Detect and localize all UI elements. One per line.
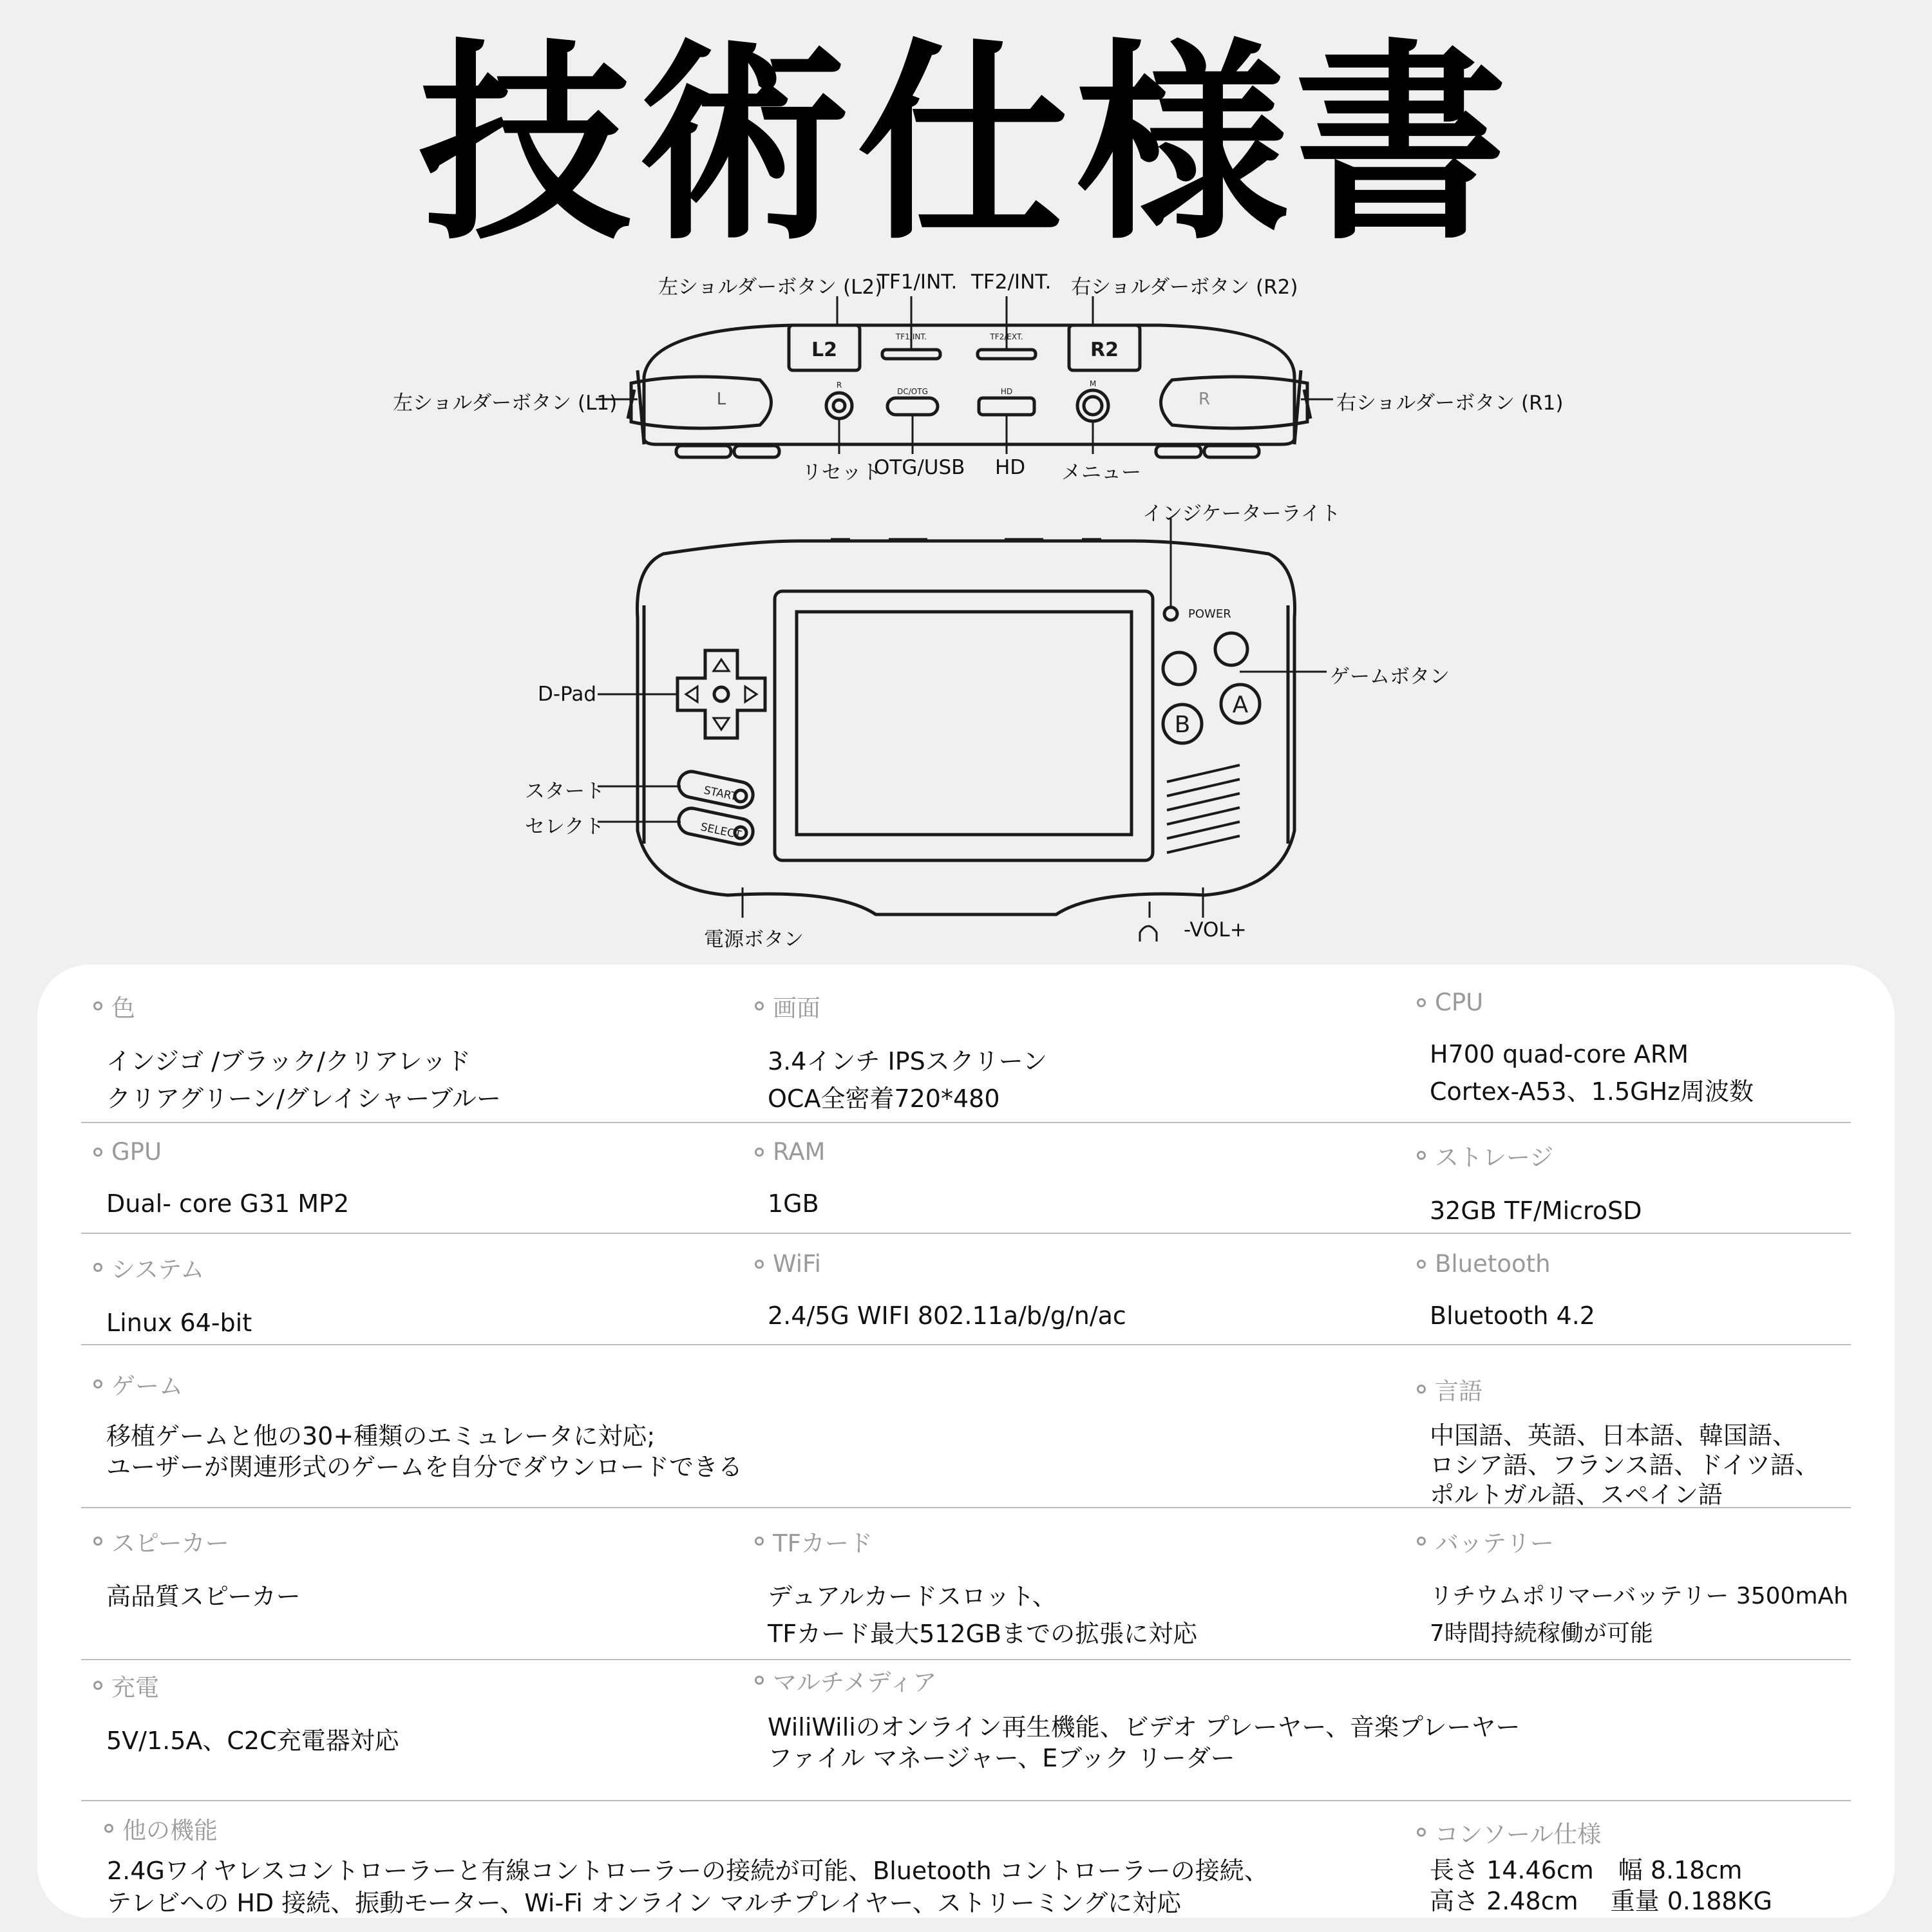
l1-button <box>631 377 772 428</box>
spec-label: RAM <box>773 1138 826 1166</box>
spec-label: WiFi <box>773 1250 821 1278</box>
spec-wifi <box>755 1250 1126 1334</box>
bullet-icon <box>93 1148 102 1157</box>
divider <box>81 1659 1851 1660</box>
spec-label: Bluetooth <box>1435 1250 1551 1278</box>
callout-hd: HD <box>995 456 1026 479</box>
spec-label: 充電 <box>111 1674 159 1701</box>
hd-mark: HD <box>1000 387 1013 396</box>
spec-tf-card <box>755 1524 1197 1653</box>
spec-value: 1GB <box>768 1189 819 1218</box>
bullet-icon <box>755 1537 764 1546</box>
spec-value: ユーザーが関連形式のゲームを自分でダウンロードできる <box>106 1453 743 1481</box>
spec-value: Bluetooth 4.2 <box>1430 1302 1595 1330</box>
game-button-x <box>1215 633 1247 665</box>
reset-mark: R <box>836 381 842 390</box>
bullet-icon <box>93 1263 102 1272</box>
spec-value: 7時間持続稼働が可能 <box>1430 1620 1653 1647</box>
callout-start: スタート <box>525 780 605 803</box>
callout-dpad: D-Pad <box>538 683 597 706</box>
bullet-icon <box>755 1148 764 1157</box>
bullet-icon <box>93 1681 102 1690</box>
spec-label: マルチメディア <box>773 1669 937 1696</box>
dpad <box>677 650 765 738</box>
spec-label: バッテリー <box>1435 1530 1554 1557</box>
power-mark: POWER <box>1188 607 1231 621</box>
spec-screen <box>755 989 1047 1117</box>
spec-value: Linux 64-bit <box>106 1309 252 1337</box>
bullet-icon <box>755 1676 764 1685</box>
callout-r2: 右ショルダーボタン (R2) <box>1071 276 1298 299</box>
spec-other-features <box>104 1811 1269 1919</box>
b-mark: B <box>1174 712 1191 738</box>
spec-value: OCA全密着720*480 <box>768 1084 1000 1113</box>
spec-color <box>93 989 501 1117</box>
callout-menu: メニュー <box>1061 461 1141 484</box>
spec-value: 32GB TF/MicroSD <box>1430 1197 1642 1225</box>
callout-reset: リセット <box>802 461 882 484</box>
spec-battery <box>1417 1524 1848 1653</box>
spec-label: 色 <box>111 994 135 1022</box>
spec-value: 2.4Gワイヤレスコントローラーと有線コントローラーの接続が可能、Bluetooth コントローラーの接続、 <box>107 1857 1269 1885</box>
spec-multimedia <box>755 1663 1520 1774</box>
spec-value: インジゴ /ブラック/クリアレッド <box>106 1047 471 1075</box>
spec-value: 高品質スピーカー <box>106 1582 301 1611</box>
callout-tf2: TF2/INT. <box>971 270 1052 294</box>
bullet-icon <box>104 1824 113 1833</box>
spec-value: 長さ 14.46cm 幅 8.18cm <box>1430 1856 1743 1884</box>
callout-r1: 右ショルダーボタン (R1) <box>1336 392 1564 415</box>
spec-label: TFカード <box>773 1530 873 1557</box>
spec-value: テレビへの HD 接続、振動モーター、Wi-Fi オンライン マルチプレイヤー、ストリーミングに対応 <box>107 1889 1182 1917</box>
spec-charging <box>93 1668 399 1759</box>
hd-port <box>979 398 1034 415</box>
bullet-icon <box>93 1379 102 1388</box>
spec-label: ゲーム <box>111 1372 183 1400</box>
spec-value: 2.4/5G WIFI 802.11a/b/g/n/ac <box>768 1302 1126 1330</box>
spec-value: 中国語、英語、日本語、韓国語、 <box>1430 1421 1797 1450</box>
bullet-icon <box>93 1537 102 1546</box>
bullet-icon <box>1417 1385 1426 1394</box>
spec-value: WiliWiliのオンライン再生機能、ビデオ プレーヤー、音楽プレーヤー <box>768 1713 1520 1741</box>
spec-value: クリアグリーン/グレイシャーブルー <box>106 1084 501 1113</box>
bullet-icon <box>93 1001 102 1010</box>
indicator-light <box>1164 607 1177 620</box>
select-mark: SELECT <box>699 820 743 842</box>
spec-value: 3.4インチ IPSスクリーン <box>768 1047 1047 1075</box>
spec-label: コンソール仕様 <box>1435 1821 1602 1848</box>
spec-value: ロシア語、フランス語、ドイツ語、 <box>1430 1451 1819 1479</box>
callout-l1: 左ショルダーボタン (L1) <box>393 392 618 415</box>
l-mark: L <box>716 390 726 409</box>
bullet-icon <box>755 1260 764 1269</box>
bullet-icon <box>1417 1828 1426 1837</box>
spec-value: 高さ 2.48cm 重量 0.188KG <box>1430 1887 1772 1915</box>
spec-label: 他の機能 <box>122 1817 218 1844</box>
start-mark: START <box>702 784 739 804</box>
tf2-slot <box>978 350 1036 359</box>
speaker-grille <box>1167 765 1240 853</box>
callout-tf1: TF1/INT. <box>877 270 958 294</box>
r2-mark: R2 <box>1090 339 1119 361</box>
headphone-jack-icon <box>1140 926 1157 942</box>
spec-cpu <box>1417 989 1754 1110</box>
divider <box>81 1800 1851 1801</box>
spec-speaker <box>93 1524 301 1615</box>
spec-value: リチウムポリマーバッテリー 3500mAh <box>1430 1583 1848 1609</box>
spec-label: CPU <box>1435 989 1484 1016</box>
screen-bezel <box>775 591 1153 860</box>
spec-label: 言語 <box>1435 1378 1482 1405</box>
callout-game-buttons: ゲームボタン <box>1330 665 1450 688</box>
spec-gpu <box>93 1138 349 1222</box>
bullet-icon <box>1417 1151 1426 1160</box>
spec-label: ストレージ <box>1435 1144 1554 1171</box>
r-mark: R <box>1198 390 1211 409</box>
spec-value: Cortex-A53、1.5GHz周波数 <box>1430 1077 1754 1106</box>
callout-l2: 左ショルダーボタン (L2) <box>658 276 883 299</box>
a-mark: A <box>1232 692 1249 718</box>
spec-bluetooth <box>1417 1250 1595 1334</box>
reset-port <box>826 393 852 419</box>
screen <box>797 612 1132 835</box>
dc-mark: DC/OTG <box>897 387 928 396</box>
spec-games <box>93 1367 743 1482</box>
spec-value: デュアルカードスロット、 <box>768 1582 1057 1611</box>
game-button-y <box>1163 652 1195 685</box>
callout-power: 電源ボタン <box>704 928 804 951</box>
spec-storage <box>1417 1138 1642 1229</box>
l2-mark: L2 <box>811 339 837 361</box>
spec-label: 画面 <box>773 994 820 1022</box>
spec-console-dimensions <box>1417 1815 1772 1917</box>
spec-ram <box>755 1138 825 1222</box>
bullet-icon <box>755 1001 764 1010</box>
menu-mark: M <box>1089 379 1097 388</box>
page-title: 技術仕様書 <box>419 21 1513 269</box>
divider <box>81 1122 1851 1123</box>
spec-value: ファイル マネージャー、Eブック リーダー <box>768 1744 1235 1772</box>
callout-otg: OTG/USB <box>874 456 965 479</box>
bullet-icon <box>1417 1260 1426 1269</box>
spec-value: 移植ゲームと他の30+種類のエミュレータに対応; <box>106 1422 656 1450</box>
front-view-device <box>638 540 1295 914</box>
spec-label: GPU <box>111 1138 162 1166</box>
menu-button <box>1077 390 1108 421</box>
tf1-slot <box>882 350 940 359</box>
bullet-icon <box>1417 998 1426 1007</box>
spec-value: Dual- core G31 MP2 <box>106 1189 350 1218</box>
callout-indicator: インジケーターライト <box>1142 502 1341 526</box>
otg-port <box>887 398 938 415</box>
spec-value: TFカード最大512GBまでの拡張に対応 <box>768 1620 1198 1648</box>
spec-system <box>93 1250 252 1341</box>
bullet-icon <box>1417 1537 1426 1546</box>
spec-label: システム <box>111 1256 205 1283</box>
callout-volume: -VOL+ <box>1184 918 1247 942</box>
spec-label: スピーカー <box>111 1530 229 1557</box>
spec-languages <box>1417 1372 1819 1510</box>
callout-select: セレクト <box>525 815 605 838</box>
tf1-mark: TF1/INT. <box>895 332 927 341</box>
spec-value: H700 quad-core ARM <box>1430 1040 1689 1068</box>
spec-value: 5V/1.5A、C2C充電器対応 <box>106 1727 399 1755</box>
r1-button <box>1161 377 1308 428</box>
tf2-mark: TF2/EXT. <box>990 332 1023 341</box>
spec-value: ポルトガル語、スペイン語 <box>1430 1481 1723 1509</box>
divider <box>81 1344 1851 1345</box>
divider <box>81 1233 1851 1234</box>
